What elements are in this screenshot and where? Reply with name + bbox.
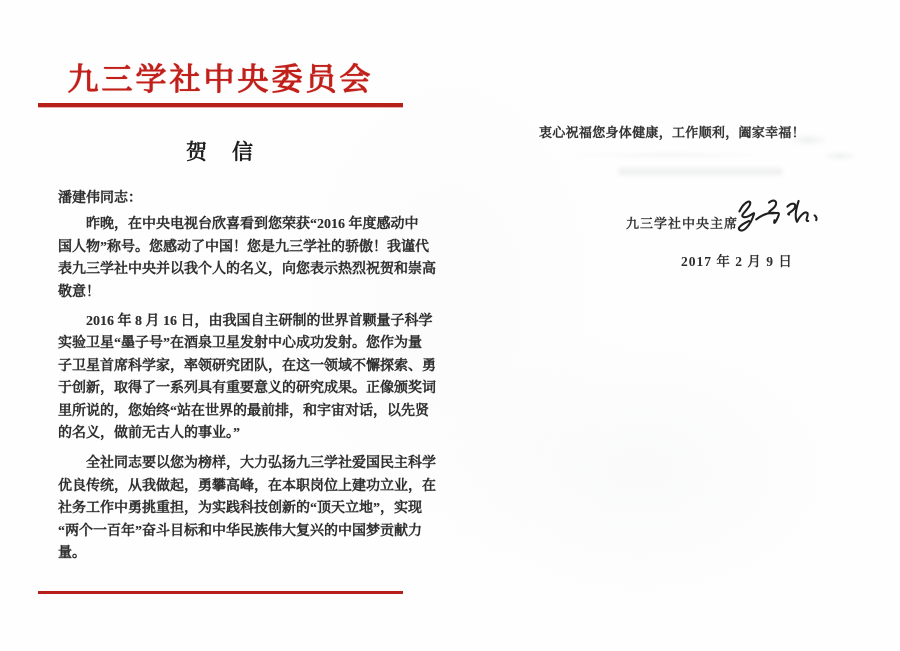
body-line: 2016 年 8 月 16 日，由我国自主研制的世界首颗量子科学 bbox=[86, 314, 433, 330]
salutation: 潘建伟同志： bbox=[58, 191, 142, 206]
body-line: 国人物”称号。您感动了中国！您是九三学社的骄傲！我谨代 bbox=[58, 239, 429, 255]
letterhead-divider-rule bbox=[38, 103, 403, 107]
body-line: 敬意！ bbox=[58, 284, 100, 300]
body-line: 的名义，做前无古人的事业。” bbox=[58, 426, 240, 442]
body-line: 全社同志要以您为榜样，大力弘扬九三学社爱国民主科学 bbox=[86, 456, 436, 472]
body-line: 社务工作中勇挑重担，为实践科技创新的“顶天立地”，实现 bbox=[58, 501, 422, 517]
body-line: 子卫星首席科学家，率领研究团队，在这一领域不懈探索、勇 bbox=[58, 358, 436, 374]
body-line: 优良传统，从我做起，勇攀高峰，在本职岗位上建功立业，在 bbox=[58, 478, 436, 494]
letter-date: 2017 年 2 月 9 日 bbox=[681, 254, 793, 269]
closing-wish-line: 衷心祝福您身体健康，工作顺利，阖家幸福！ bbox=[539, 125, 806, 140]
handwritten-signature-icon bbox=[733, 192, 829, 242]
scan-bleed-artifact bbox=[618, 168, 783, 175]
letterhead-org-name: 九三学社中央委员会 bbox=[67, 62, 374, 97]
body-line: 表九三学社中央并以我个人的名义，向您表示热烈祝贺和崇高 bbox=[58, 262, 436, 278]
letter-title: 贺 信 bbox=[186, 140, 255, 164]
paragraph bbox=[58, 311, 436, 445]
paragraph bbox=[58, 453, 436, 565]
footer-rule bbox=[38, 591, 403, 594]
paragraph bbox=[58, 214, 436, 304]
body-line: 量。 bbox=[58, 546, 86, 562]
body-line: 实验卫星“墨子号”在酒泉卫星发射中心成功发射。您作为量 bbox=[58, 336, 422, 352]
scan-bleed-artifact bbox=[520, 150, 820, 160]
body-line: “两个一百年”奋斗目标和中华民族伟大复兴的中国梦贡献力 bbox=[58, 523, 422, 539]
signer-title: 九三学社中央主席 bbox=[626, 216, 739, 231]
body-line: 于创新，取得了一系列具有重要意义的研究成果。正像颁奖词 bbox=[58, 381, 436, 397]
body-line: 里所说的，您始终“站在世界的最前排，和宇宙对话，以先贤 bbox=[58, 403, 429, 419]
body-line: 昨晚，在中央电视台欣喜看到您荣获“2016 年度感动中 bbox=[86, 217, 419, 233]
letter-body bbox=[58, 188, 436, 566]
